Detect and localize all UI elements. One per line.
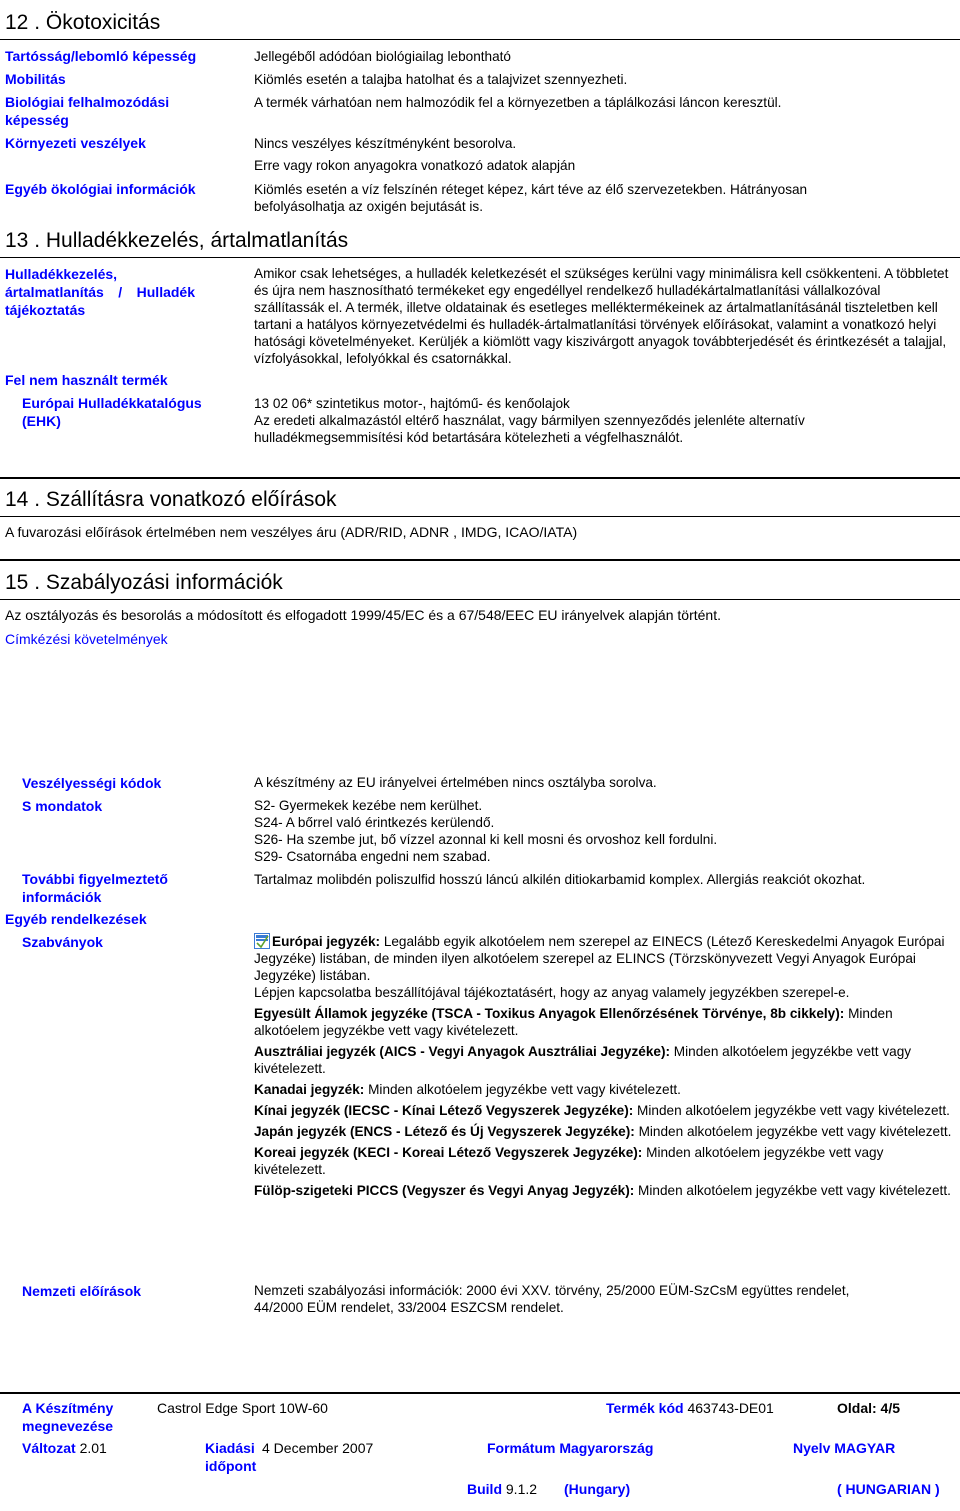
inventory-body: Minden alkotóelem jegyzékbe vett vagy kivételezett. (254, 1044, 912, 1076)
inventory-body: Minden alkotóelem jegyzékbe vett vagy kivételezett. (254, 1006, 893, 1038)
inventory-head: Ausztráliai jegyzék (AICS - Vegyi Anyagok Ausztráliai Jegyzéke): (254, 1044, 671, 1059)
bioaccumulation-text: A termék várhatóan nem halmozódik fel a környezetben a táplálkozási láncon keresztül. (254, 95, 782, 110)
inventory-philippines (254, 1182, 954, 1199)
inventory-extra: Lépjen kapcsolatba beszállítójával tájékoztatásért, hogy az anyag valamely jegyzékben szerepel-e. (254, 985, 850, 1000)
inventory-usa (254, 1005, 954, 1039)
hazard-codes-text: A készítmény az EU irányelvei értelmében nincs osztályba sorolva. (254, 775, 657, 790)
inventory-australia (254, 1043, 954, 1077)
s-phrase: S2- Gyermekek kezébe nem kerülhet. (254, 798, 483, 813)
inventory-head: Kínai jegyzék (IECSC - Kínai Létező Vegyszerek Jegyzéke): (254, 1103, 634, 1118)
persistence-text: Jellegéből adódóan biológiailag lebontható (254, 49, 511, 64)
s-phrase: S24- A bőrrel való érintkezés kerülendő. (254, 815, 495, 830)
inventory-body: Minden alkotóelem jegyzékbe vett vagy kivételezett. (368, 1082, 681, 1097)
divider (0, 39, 960, 40)
inventory-korea (254, 1144, 954, 1178)
unused-product-label: Fel nem használt termék (5, 372, 168, 388)
inventory-list (254, 933, 954, 1203)
environmental-hazards-text: Nincs veszélyes készítményként besorolva. (254, 136, 517, 151)
footer-format: Formátum Magyarország (487, 1440, 654, 1456)
footer-issue-date: 4 December 2007 (262, 1440, 374, 1456)
footer-product-code (606, 1399, 774, 1417)
footer-product-code-value: 463743-DE01 (687, 1400, 774, 1416)
s-phrase: S26- Ha szembe jut, bő vízzel azonnal ki kell mosni és orvoshoz kell fordulni. (254, 832, 718, 847)
hazard-codes-label: Veszélyességi kódok (22, 775, 162, 791)
inventory-body: Minden alkotóelem jegyzékbe vett vagy kivételezett. (638, 1183, 951, 1198)
waste-disposal-label: Hulladékkezelés, ártalmatlanítás / Hulladék tájékoztatás (5, 266, 195, 318)
mobility-label: Mobilitás (5, 71, 66, 87)
waste-disposal-text: Amikor csak lehetséges, a hulladék keletkezését el szükséges kerülni vagy minimálisra kell csökkenteni. A többletet és újra nem hasznosítható termékeket egy engedéllyel rendelkező hulladékártalmatlanítási vállalkozóval szállítassák el. A termék, illetve oldatainak és esetleges melléktermékeinek az ártalmatlanításánál tiszteletben kell tartani a hatályos környezetvédelmi és hulladék-ártalmatlanítási törvények előírásokat, valamint a vonatkozó helyi hatósági követelményeket. Kerüljék a kiömlött vagy kiszivárgott anyagok továbbterjedését és érintkezését a talajjal, vízfolyásokkal, lefolyókkal és csatornákkal. (254, 266, 949, 366)
inventory-head: Fülöp-szigeteki PICCS (Vegyszer és Vegyi Anyag Jegyzék): (254, 1183, 635, 1198)
section-14-title: 14 . Szállításra vonatkozó előírások (5, 488, 337, 511)
s-phrases-list (254, 797, 954, 865)
inventory-head: Japán jegyzék (ENCS - Létező és Új Vegyszerek Jegyzéke): (254, 1124, 635, 1139)
footer-product-name: Castrol Edge Sport 10W-60 (157, 1400, 328, 1416)
ewc-note-text: Az eredeti alkalmazástól eltérő használat, vagy bármilyen szennyeződés jelenléte alternatív hulladékmegsemmisítési kód betartására kötelezheti a végfelhasználót. (254, 413, 805, 445)
inventory-japan (254, 1123, 954, 1140)
inventory-head: Európai jegyzék: (272, 934, 381, 949)
s-phrase: S29- Csatornába engedni nem szabad. (254, 849, 491, 864)
checkbox-flag-icon (254, 933, 270, 949)
s-phrases-label: S mondatok (22, 798, 103, 814)
inventory-head: Egyesült Államok jegyzéke (TSCA - Toxikus Anyagok Ellenőrzésének Törvénye, 8b cikkely): (254, 1006, 845, 1021)
national-regulations-text: Nemzeti szabályozási információk: 2000 évi XXV. törvény, 25/2000 EÜM-SzCsM együttes rendelet, 44/2000 EÜM rendelet, 33/2004 ESZCSM rendelet. (254, 1283, 850, 1315)
other-ecological-label: Egyéb ökológiai információk (5, 181, 196, 197)
footer-build (467, 1480, 537, 1498)
inventory-body: Minden alkotóelem jegyzékbe vett vagy kivételezett. (637, 1103, 950, 1118)
other-regulations-label: Egyéb rendelkezések (5, 911, 147, 927)
divider (0, 599, 960, 600)
footer-language-code: ( HUNGARIAN ) (837, 1481, 940, 1497)
inventory-body: Minden alkotóelem jegyzékbe vett vagy kivételezett. (254, 1145, 884, 1177)
divider (0, 559, 960, 561)
national-regulations-label: Nemzeti előírások (22, 1283, 142, 1299)
ewc-code-text: 13 02 06* szintetikus motor-, hajtómű- és kenőolajok (254, 396, 570, 411)
ewc-label: Európai Hulladékkatalógus (EHK) (22, 395, 202, 429)
standards-label: Szabványok (22, 934, 103, 950)
footer-version-label: Változat (22, 1440, 76, 1456)
inventory-europe (254, 933, 954, 1001)
data-basis-text: Erre vagy rokon anyagokra vonatkozó adatok alapján (254, 158, 576, 173)
footer-language: Nyelv MAGYAR (793, 1440, 896, 1456)
section-12-title: 12 . Ökotoxicitás (5, 11, 161, 34)
further-warning-text: Tartalmaz molibdén poliszulfid hosszú láncú alkilén ditiokarbamid komplex. Allergiás reakciót okozhat. (254, 872, 866, 887)
footer-country: (Hungary) (564, 1481, 631, 1497)
transport-text: A fuvarozási előírások értelmében nem veszélyes áru (ADR/RID, ADNR , IMDG, ICAO/IATA) (5, 524, 578, 540)
footer-version (22, 1439, 107, 1457)
footer-product-name-label: A Készítmény megnevezése (22, 1400, 114, 1434)
inventory-body: Legalább egyik alkotóelem nem szerepel az EINECS (Létező Kereskedelmi Anyagok Európai Jegyzéke) listában, de minden ilyen alkotóelem szerepel az ELINCS (Törzskönyvezett Vegyi Anyagok Európai Jegyzéke) listában. (254, 934, 945, 983)
inventory-canada (254, 1081, 954, 1098)
footer-version-value: 2.01 (79, 1440, 107, 1456)
section-13-title: 13 . Hulladékkezelés, ártalmatlanítás (5, 229, 349, 252)
labeling-requirements-label: Címkézési követelmények (5, 631, 168, 647)
mobility-text: Kiömlés esetén a talajba hatolhat és a talajvizet szennyezheti. (254, 72, 628, 87)
other-ecological-text: Kiömlés esetén a víz felszínén réteget képez, kárt téve az élő szervezetekben. Hátrányosan befolyásolhatja az oxigén bejutását is. (254, 182, 808, 214)
inventory-head: Koreai jegyzék (KECI - Koreai Létező Vegyszerek Jegyzéke): (254, 1145, 643, 1160)
section-15-title: 15 . Szabályozási információk (5, 571, 283, 594)
regulatory-intro-text: Az osztályozás és besorolás a módosított és elfogadott 1999/45/EC és a 67/548/EEC EU irányelvek alapján történt. (5, 607, 721, 623)
inventory-head: Kanadai jegyzék: (254, 1082, 365, 1097)
further-warning-label: További figyelmeztető információk (22, 871, 168, 905)
inventory-china (254, 1102, 954, 1119)
footer-build-value: 9.1.2 (505, 1481, 538, 1497)
footer-product-code-label: Termék kód (606, 1400, 684, 1416)
footer-issue-label: Kiadási időpont (205, 1440, 257, 1474)
footer-divider (0, 1392, 960, 1394)
divider (0, 516, 960, 517)
environmental-hazards-label: Környezeti veszélyek (5, 135, 146, 151)
divider (0, 257, 960, 258)
bioaccumulation-label: Biológiai felhalmozódási képesség (5, 94, 170, 128)
persistence-label: Tartósság/lebomló képesség (5, 48, 197, 64)
inventory-body: Minden alkotóelem jegyzékbe vett vagy kivételezett. (638, 1124, 952, 1139)
divider (0, 477, 960, 479)
footer-page-number: Oldal: 4/5 (837, 1400, 901, 1416)
footer-build-label: Build (467, 1481, 502, 1497)
